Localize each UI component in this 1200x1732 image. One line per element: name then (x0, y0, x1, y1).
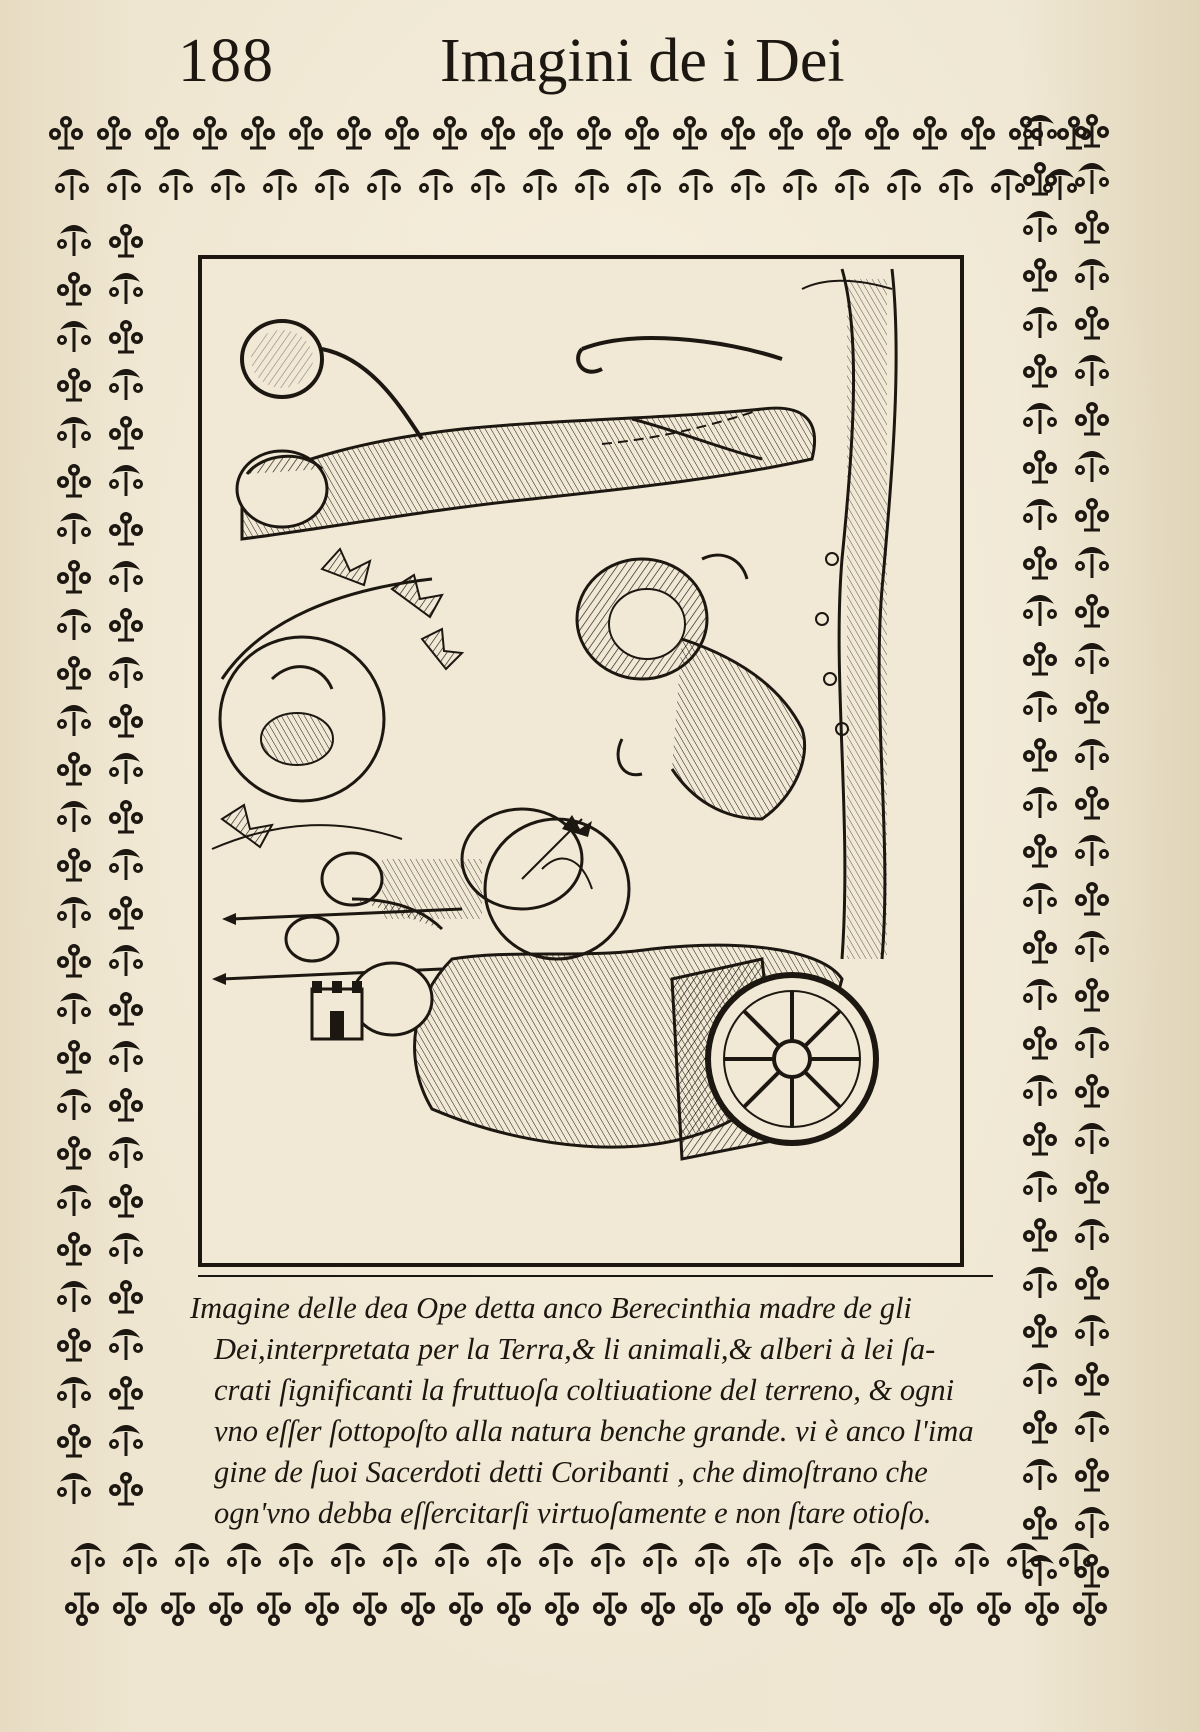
fleuron-border-top (42, 108, 1122, 220)
tree-icon (802, 269, 896, 959)
caption-line: Dei,interpretata per la Terra,& li animali,& alberi à lei ſa- (214, 1332, 936, 1366)
caption-line: ogn'vno debba eſſercitarſi virtuoſamente e non ſtare otioſo. (214, 1496, 932, 1530)
caption-rule (198, 1275, 993, 1277)
fleuron-row-1 (49, 116, 1091, 148)
woodcut-illustration (198, 255, 964, 1267)
reclining-figure (237, 338, 815, 539)
fleuron-border-left (44, 218, 164, 1538)
caption-line: crati ſignificanti la fruttuoſa coltiuatione del terreno, & ogni (214, 1373, 955, 1407)
running-title: Imagini de i Dei (440, 27, 845, 95)
illustration-caption (190, 1288, 1000, 1534)
lion-icon (577, 553, 848, 819)
fleuron-border-right (1010, 108, 1130, 1628)
page-number: 188 (178, 27, 274, 95)
chariot-wheel-icon (708, 975, 876, 1143)
caption-line: gine de ſuoi Sacerdoti detti Coribanti , che dimoſtrano che (214, 1455, 928, 1489)
fleuron-row-2 (55, 169, 1077, 200)
medallion-icon (220, 637, 384, 801)
coribant-priests (212, 853, 482, 985)
caption-line: vno eſſer ſottopoſto alla natura benche grande. vi è anco l'ima (214, 1414, 974, 1448)
page-header (0, 18, 1200, 98)
tambourine-icon (242, 321, 322, 397)
caption-line: Imagine delle dea Ope detta anco Berecinthia madre de gli (190, 1291, 912, 1325)
tower-crown-icon (312, 981, 362, 1039)
fleuron-border-bottom (58, 1528, 1128, 1640)
